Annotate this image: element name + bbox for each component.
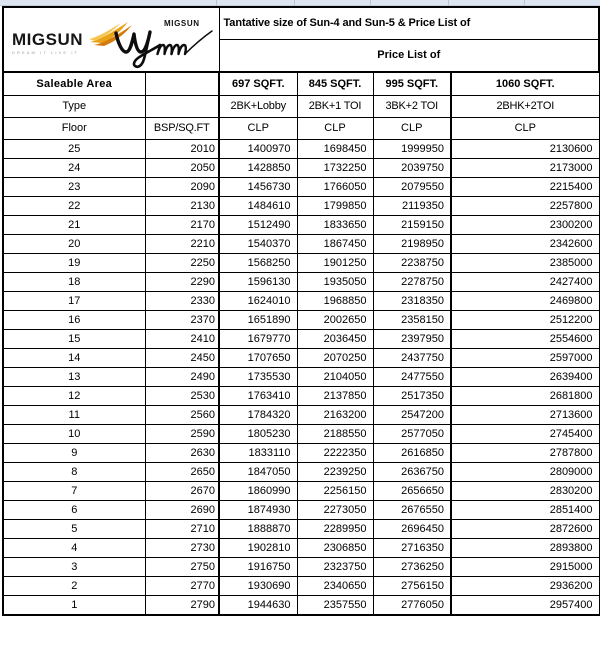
- cell-floor: 22: [3, 197, 145, 216]
- migsun-logo: [12, 31, 83, 55]
- cell-bsp: 2670: [145, 482, 219, 501]
- cell-price-845: 2036450: [297, 330, 373, 349]
- cell-floor: 23: [3, 178, 145, 197]
- cell-bsp: 2370: [145, 311, 219, 330]
- cell-price-697: 1512490: [219, 216, 297, 235]
- cell-floor: 17: [3, 292, 145, 311]
- cell-bsp: 2410: [145, 330, 219, 349]
- cell-price-697: 1763410: [219, 387, 297, 406]
- cell-price-995: 2318350: [373, 292, 451, 311]
- table-row: [3, 273, 599, 292]
- saleable-area-label: Saleable Area: [3, 72, 145, 96]
- cell-price-995: 2577050: [373, 425, 451, 444]
- cell-price-697: 1860990: [219, 482, 297, 501]
- type-label: Type: [3, 96, 145, 118]
- cell-price-697: 1888870: [219, 520, 297, 539]
- cell-floor: 3: [3, 558, 145, 577]
- cell-price-995: 2696450: [373, 520, 451, 539]
- table-row: [3, 254, 599, 273]
- cell-bsp: 2790: [145, 596, 219, 616]
- cell-price-995: 2776050: [373, 596, 451, 616]
- cell-floor: 13: [3, 368, 145, 387]
- wynn-logo: [112, 13, 219, 69]
- cell-bsp: 2530: [145, 387, 219, 406]
- cell-price-845: 1935050: [297, 273, 373, 292]
- cell-price-995: 2238750: [373, 254, 451, 273]
- cell-price-995: 2358150: [373, 311, 451, 330]
- cell-price-845: 1698450: [297, 140, 373, 159]
- cell-price-697: 1624010: [219, 292, 297, 311]
- cell-price-995: 2119350: [373, 197, 451, 216]
- cell-price-995: 2477550: [373, 368, 451, 387]
- cell-price-845: 2137850: [297, 387, 373, 406]
- table-row: [3, 482, 599, 501]
- cell-price-995: 2756150: [373, 577, 451, 596]
- cell-price-845: 2273050: [297, 501, 373, 520]
- cell-price-697: 1833110: [219, 444, 297, 463]
- cell-price-845: 2256150: [297, 482, 373, 501]
- cell-floor: 4: [3, 539, 145, 558]
- cell-bsp: 2630: [145, 444, 219, 463]
- price-list-table: [2, 6, 600, 616]
- cell-price-697: 1540370: [219, 235, 297, 254]
- cell-floor: 24: [3, 159, 145, 178]
- table-row: [3, 197, 599, 216]
- branding-title-row: [3, 7, 599, 40]
- cell-price-1060: 2597000: [451, 349, 599, 368]
- cell-price-995: 2437750: [373, 349, 451, 368]
- migsun-wordmark: MIGSUN: [12, 29, 83, 49]
- cell-price-1060: 2427400: [451, 273, 599, 292]
- table-row: [3, 235, 599, 254]
- cell-price-1060: 2173000: [451, 159, 599, 178]
- cell-price-995: 2736250: [373, 558, 451, 577]
- cell-floor: 5: [3, 520, 145, 539]
- cell-price-1060: 2809000: [451, 463, 599, 482]
- area-header-3: 995 SQFT.: [373, 72, 451, 96]
- cell-price-1060: 2639400: [451, 368, 599, 387]
- cell-price-697: 1874930: [219, 501, 297, 520]
- plan-row: [3, 118, 599, 140]
- cell-price-1060: 2936200: [451, 577, 599, 596]
- cell-floor: 15: [3, 330, 145, 349]
- cell-price-697: 1651890: [219, 311, 297, 330]
- area-header-1: 697 SQFT.: [219, 72, 297, 96]
- cell-floor: 16: [3, 311, 145, 330]
- sub-title: Price List of: [219, 40, 599, 73]
- cell-price-1060: 2512200: [451, 311, 599, 330]
- cell-price-1060: 2787800: [451, 444, 599, 463]
- saleable-area-row: [3, 72, 599, 96]
- cell-price-845: 2289950: [297, 520, 373, 539]
- plan-header-4: CLP: [451, 118, 599, 140]
- cell-price-1060: 2713600: [451, 406, 599, 425]
- cell-price-1060: 2893800: [451, 539, 599, 558]
- cell-price-1060: 2554600: [451, 330, 599, 349]
- cell-price-697: 1930690: [219, 577, 297, 596]
- table-row: [3, 558, 599, 577]
- type-blank: [145, 96, 219, 118]
- cell-floor: 2: [3, 577, 145, 596]
- type-row: [3, 96, 599, 118]
- table-row: [3, 178, 599, 197]
- logo-cell: [3, 7, 219, 72]
- cell-bsp: 2730: [145, 539, 219, 558]
- cell-bsp: 2690: [145, 501, 219, 520]
- table-row: [3, 216, 599, 235]
- cell-price-995: 2079550: [373, 178, 451, 197]
- cell-floor: 20: [3, 235, 145, 254]
- cell-price-1060: 2830200: [451, 482, 599, 501]
- cell-price-697: 1847050: [219, 463, 297, 482]
- table-row: [3, 463, 599, 482]
- cell-price-845: 2163200: [297, 406, 373, 425]
- table-row: [3, 330, 599, 349]
- cell-floor: 14: [3, 349, 145, 368]
- cell-price-845: 2323750: [297, 558, 373, 577]
- cell-price-995: 2159150: [373, 216, 451, 235]
- table-row: [3, 406, 599, 425]
- cell-price-697: 1735530: [219, 368, 297, 387]
- cell-price-1060: 2215400: [451, 178, 599, 197]
- table-row: [3, 311, 599, 330]
- cell-price-697: 1428850: [219, 159, 297, 178]
- cell-price-995: 2278750: [373, 273, 451, 292]
- table-row: [3, 520, 599, 539]
- cell-price-697: 1707650: [219, 349, 297, 368]
- type-header-1: 2BK+Lobby: [219, 96, 297, 118]
- cell-floor: 25: [3, 140, 145, 159]
- table-row: [3, 387, 599, 406]
- cell-price-1060: 2872600: [451, 520, 599, 539]
- cell-price-1060: 2745400: [451, 425, 599, 444]
- cell-price-995: 2656650: [373, 482, 451, 501]
- cell-floor: 19: [3, 254, 145, 273]
- cell-bsp: 2210: [145, 235, 219, 254]
- cell-bsp: 2590: [145, 425, 219, 444]
- cell-price-995: 2397950: [373, 330, 451, 349]
- cell-bsp: 2710: [145, 520, 219, 539]
- cell-floor: 1: [3, 596, 145, 616]
- cell-price-845: 2188550: [297, 425, 373, 444]
- table-row: [3, 596, 599, 616]
- table-row: [3, 159, 599, 178]
- cell-bsp: 2750: [145, 558, 219, 577]
- cell-price-845: 1901250: [297, 254, 373, 273]
- cell-price-1060: 2300200: [451, 216, 599, 235]
- bsp-label: BSP/SQ.FT: [145, 118, 219, 140]
- cell-price-845: 1968850: [297, 292, 373, 311]
- cell-price-995: 2198950: [373, 235, 451, 254]
- cell-price-697: 1805230: [219, 425, 297, 444]
- type-header-3: 3BK+2 TOI: [373, 96, 451, 118]
- table-row: [3, 577, 599, 596]
- cell-bsp: 2010: [145, 140, 219, 159]
- cell-bsp: 2330: [145, 292, 219, 311]
- cell-price-995: 2616850: [373, 444, 451, 463]
- cell-price-995: 1999950: [373, 140, 451, 159]
- area-header-4: 1060 SQFT.: [451, 72, 599, 96]
- cell-floor: 11: [3, 406, 145, 425]
- cell-price-1060: 2130600: [451, 140, 599, 159]
- cell-price-697: 1679770: [219, 330, 297, 349]
- cell-price-697: 1596130: [219, 273, 297, 292]
- cell-price-1060: 2851400: [451, 501, 599, 520]
- saleable-area-blank: [145, 72, 219, 96]
- cell-floor: 7: [3, 482, 145, 501]
- cell-bsp: 2770: [145, 577, 219, 596]
- plan-header-2: CLP: [297, 118, 373, 140]
- cell-price-845: 2340650: [297, 577, 373, 596]
- cell-price-697: 1456730: [219, 178, 297, 197]
- cell-bsp: 2050: [145, 159, 219, 178]
- cell-bsp: 2450: [145, 349, 219, 368]
- type-header-2: 2BK+1 TOI: [297, 96, 373, 118]
- cell-price-1060: 2957400: [451, 596, 599, 616]
- table-row: [3, 292, 599, 311]
- table-row: [3, 349, 599, 368]
- cell-floor: 12: [3, 387, 145, 406]
- table-row: [3, 539, 599, 558]
- cell-price-845: 2357550: [297, 596, 373, 616]
- cell-bsp: 2090: [145, 178, 219, 197]
- cell-price-697: 1944630: [219, 596, 297, 616]
- table-row: [3, 501, 599, 520]
- floor-label: Floor: [3, 118, 145, 140]
- cell-floor: 8: [3, 463, 145, 482]
- table-row: [3, 444, 599, 463]
- cell-price-845: 2002650: [297, 311, 373, 330]
- cell-floor: 9: [3, 444, 145, 463]
- cell-bsp: 2130: [145, 197, 219, 216]
- cell-price-697: 1484610: [219, 197, 297, 216]
- cell-price-995: 2517350: [373, 387, 451, 406]
- cell-floor: 21: [3, 216, 145, 235]
- cell-price-845: 1867450: [297, 235, 373, 254]
- cell-floor: 6: [3, 501, 145, 520]
- cell-price-995: 2039750: [373, 159, 451, 178]
- cell-price-697: 1916750: [219, 558, 297, 577]
- cell-bsp: 2560: [145, 406, 219, 425]
- cell-price-995: 2636750: [373, 463, 451, 482]
- cell-floor: 10: [3, 425, 145, 444]
- cell-price-697: 1784320: [219, 406, 297, 425]
- cell-price-995: 2547200: [373, 406, 451, 425]
- cell-price-1060: 2342600: [451, 235, 599, 254]
- cell-bsp: 2490: [145, 368, 219, 387]
- cell-price-697: 1568250: [219, 254, 297, 273]
- cell-price-995: 2676550: [373, 501, 451, 520]
- migsun-tagline: DREAM IT LIVE IT: [12, 49, 80, 55]
- cell-price-995: 2716350: [373, 539, 451, 558]
- cell-price-845: 1766050: [297, 178, 373, 197]
- cell-price-1060: 2469800: [451, 292, 599, 311]
- wynn-script-icon: [112, 18, 219, 69]
- cell-bsp: 2650: [145, 463, 219, 482]
- cell-price-1060: 2915000: [451, 558, 599, 577]
- type-header-4: 2BHK+2TOI: [451, 96, 599, 118]
- table-row: [3, 425, 599, 444]
- cell-price-697: 1400970: [219, 140, 297, 159]
- cell-price-1060: 2257800: [451, 197, 599, 216]
- cell-price-697: 1902810: [219, 539, 297, 558]
- cell-bsp: 2170: [145, 216, 219, 235]
- table-row: [3, 140, 599, 159]
- plan-header-1: CLP: [219, 118, 297, 140]
- cell-price-845: 1799850: [297, 197, 373, 216]
- table-row: [3, 368, 599, 387]
- cell-price-845: 1833650: [297, 216, 373, 235]
- area-header-2: 845 SQFT.: [297, 72, 373, 96]
- cell-price-845: 2104050: [297, 368, 373, 387]
- cell-price-845: 2222350: [297, 444, 373, 463]
- cell-price-1060: 2681800: [451, 387, 599, 406]
- cell-price-845: 1732250: [297, 159, 373, 178]
- cell-price-845: 2239250: [297, 463, 373, 482]
- wynn-migsun-label: MIGSUN: [164, 18, 200, 28]
- cell-price-845: 2070250: [297, 349, 373, 368]
- cell-floor: 18: [3, 273, 145, 292]
- cell-bsp: 2250: [145, 254, 219, 273]
- plan-header-3: CLP: [373, 118, 451, 140]
- main-title: Tantative size of Sun-4 and Sun-5 & Price List of: [219, 7, 599, 40]
- cell-price-1060: 2385000: [451, 254, 599, 273]
- cell-price-845: 2306850: [297, 539, 373, 558]
- cell-bsp: 2290: [145, 273, 219, 292]
